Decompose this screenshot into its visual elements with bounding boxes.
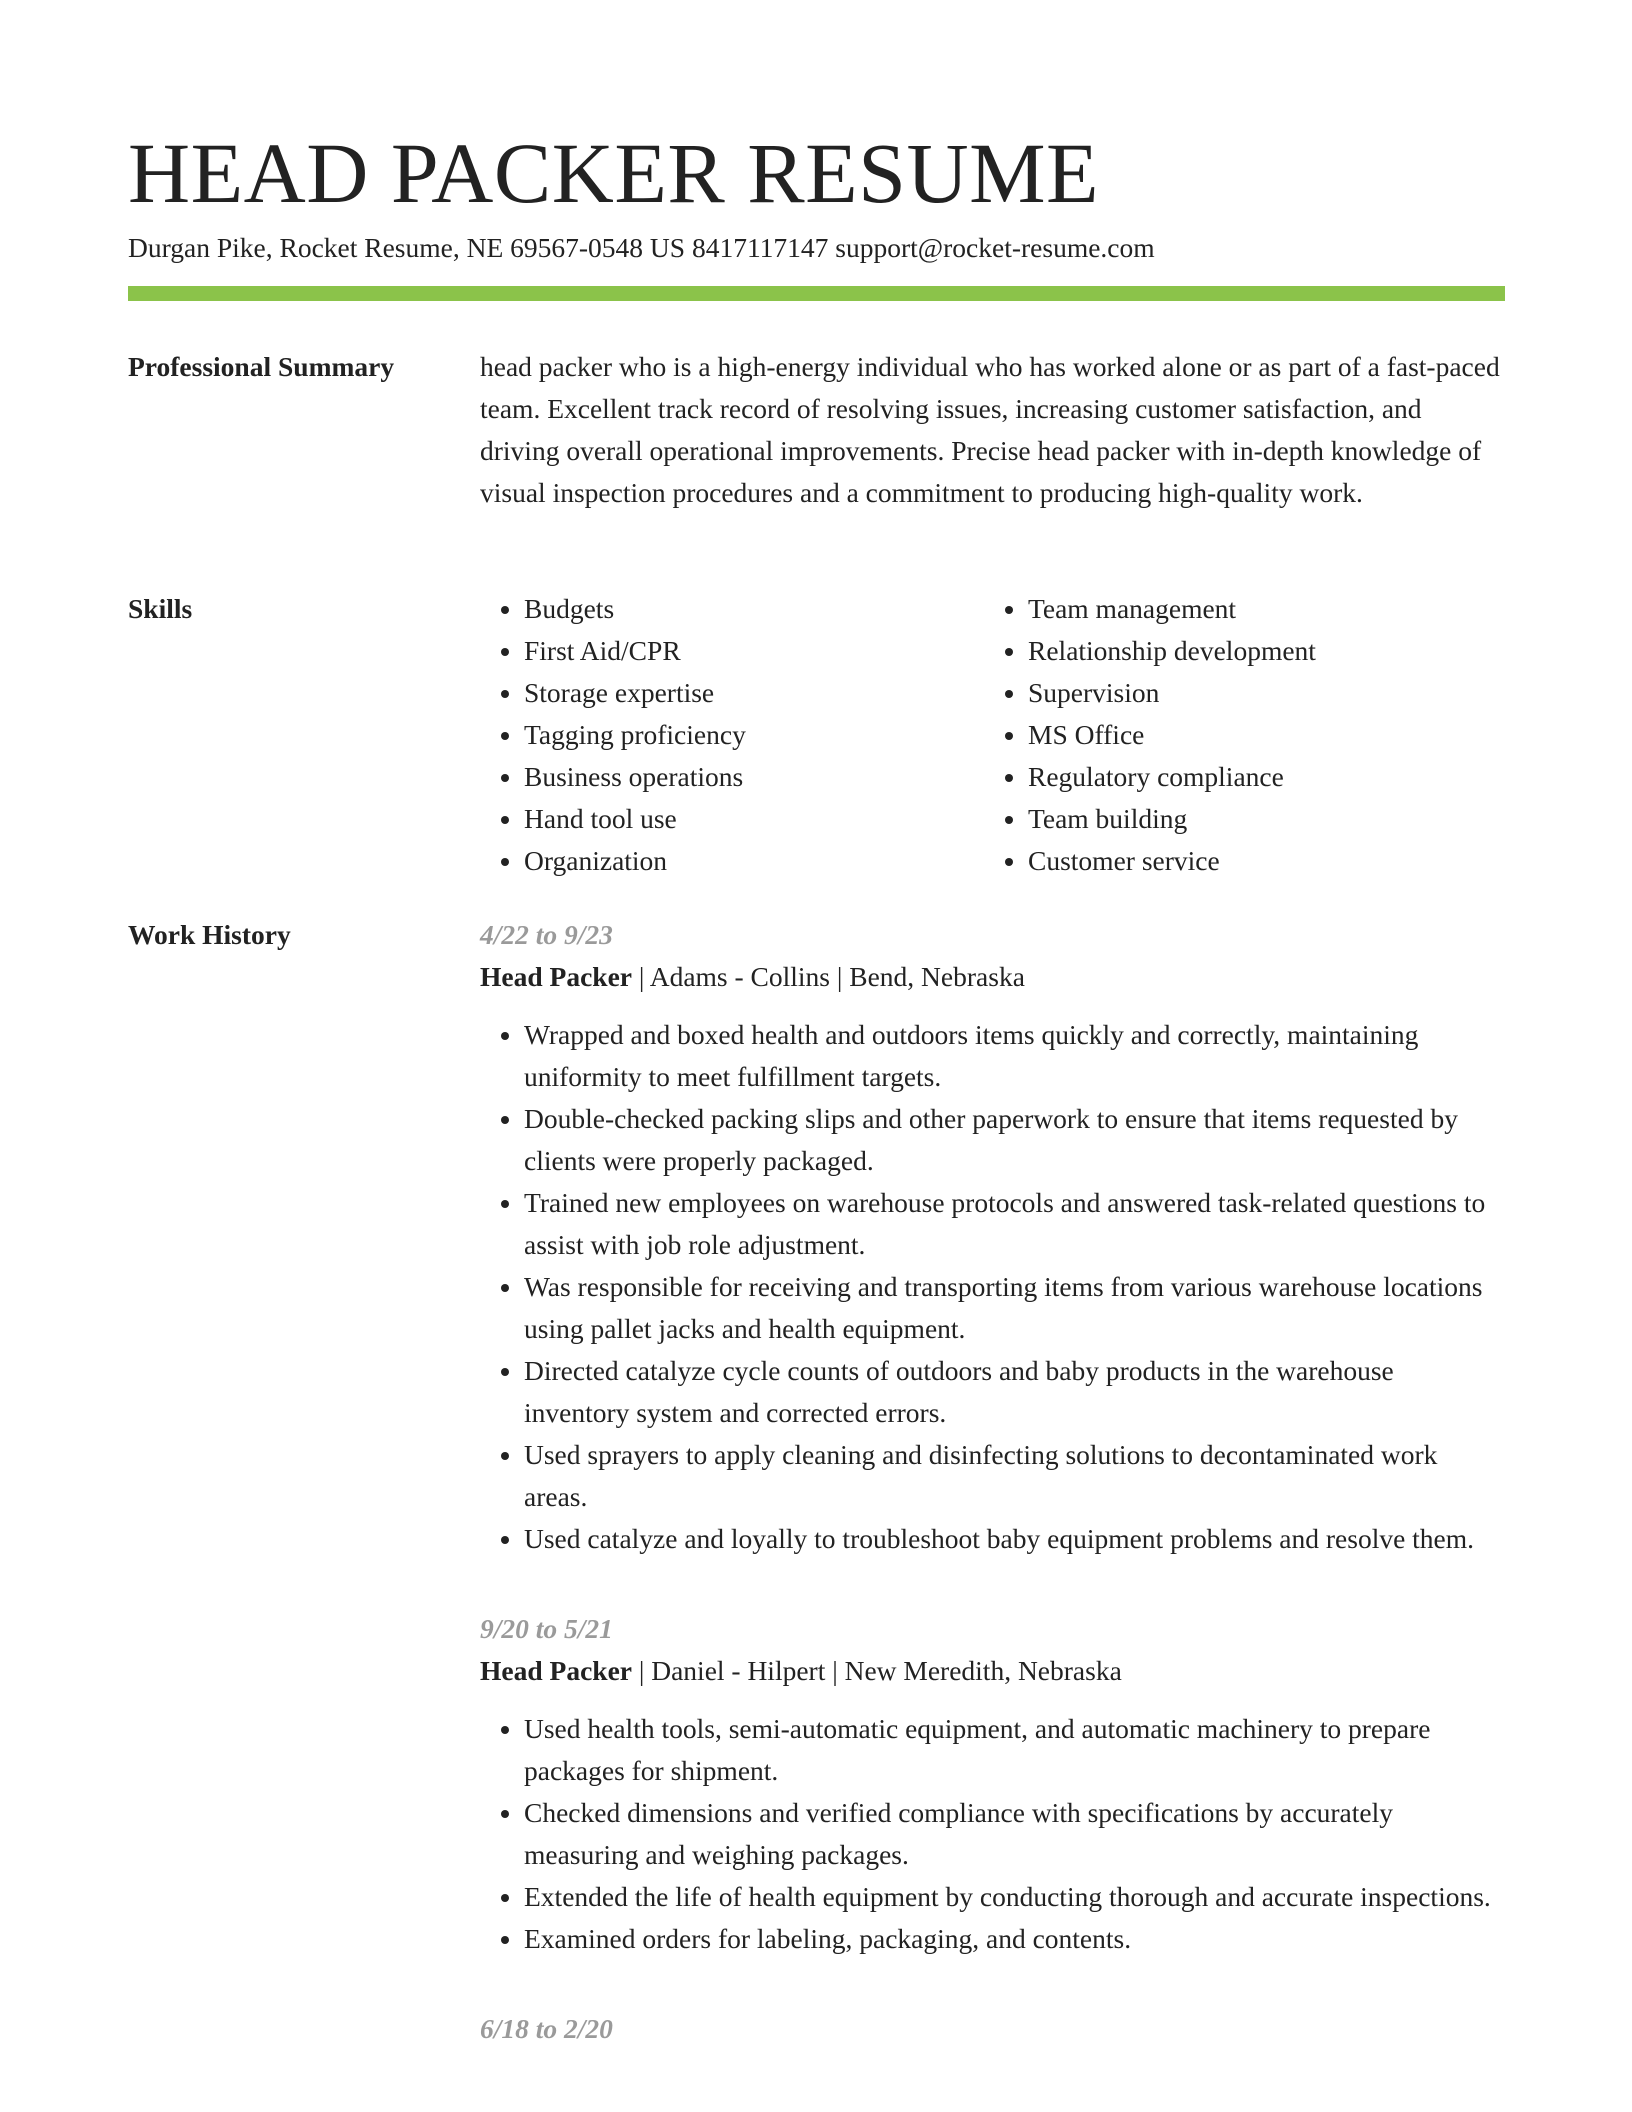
job-bullet: • Double-checked packing slips and other paperwork to ensure that items requested by clients were properly packaged.: [524, 1098, 1505, 1182]
work-history-list: [480, 914, 1505, 2050]
job-title: Head Packer: [480, 961, 632, 992]
work-history-label: Work History: [128, 919, 291, 950]
skill-item: • Budgets: [524, 588, 984, 630]
job-bullet-list: [480, 1708, 1505, 1960]
contact-line: Durgan Pike, Rocket Resume, NE 69567-0548 US 8417117147 support@rocket-resume.com: [128, 232, 1155, 263]
skill-item: • MS Office: [1028, 714, 1488, 756]
job-bullet: • Extended the life of health equipment by conducting thorough and accurate inspections.: [524, 1876, 1505, 1918]
skill-item: • Relationship development: [1028, 630, 1488, 672]
skills-list-right: [984, 588, 1488, 882]
job-entry: [480, 1608, 1505, 1960]
job-entry: [480, 914, 1505, 1560]
job-bullet: • Checked dimensions and verified compliance with specifications by accurately measuring and weighing packages.: [524, 1792, 1505, 1876]
job-employer-location: | Adams - Collins | Bend, Nebraska: [631, 961, 1025, 992]
job-dates: 9/20 to 5/21: [480, 1613, 613, 1644]
job-bullet: • Wrapped and boxed health and outdoors items quickly and correctly, maintaining uniformity to meet fulfillment targets.: [524, 1014, 1505, 1098]
skills-label: Skills: [128, 593, 193, 624]
skill-item: • Regulatory compliance: [1028, 756, 1488, 798]
skill-item: • Customer service: [1028, 840, 1488, 882]
skill-item: • Supervision: [1028, 672, 1488, 714]
job-bullet: • Used health tools, semi-automatic equipment, and automatic machinery to prepare packages for shipment.: [524, 1708, 1505, 1792]
job-dates: 6/18 to 2/20: [480, 2013, 613, 2044]
summary-text: head packer who is a high-energy individual who has worked alone or as part of a fast-paced team. Excellent track record of resolving issues, increasing customer satisfaction, and driving overall operational improvements. Precise head packer with in-depth knowledge of visual inspection procedures and a commitment to producing high-quality work.: [480, 351, 1500, 508]
job-bullet: • Directed catalyze cycle counts of outdoors and baby products in the warehouse inventory system and corrected errors.: [524, 1350, 1505, 1434]
job-bullet: • Examined orders for labeling, packaging, and contents.: [524, 1918, 1505, 1960]
accent-divider: [128, 286, 1505, 301]
job-title: Head Packer: [480, 1655, 632, 1686]
job-heading: [480, 1650, 1505, 1692]
skills-list-left: [480, 588, 984, 882]
resume-title: HEAD PACKER RESUME: [128, 125, 1100, 221]
skill-item: • Organization: [524, 840, 984, 882]
job-dates: 4/22 to 9/23: [480, 919, 613, 950]
job-bullet: • Used catalyze and loyally to troubleshoot baby equipment problems and resolve them.: [524, 1518, 1505, 1560]
job-heading: [480, 956, 1505, 998]
skill-item: • Storage expertise: [524, 672, 984, 714]
skill-item: • Business operations: [524, 756, 984, 798]
job-bullet: • Trained new employees on warehouse protocols and answered task-related questions to assist with job role adjustment.: [524, 1182, 1505, 1266]
job-bullet: • Was responsible for receiving and transporting items from various warehouse locations using pallet jacks and health equipment.: [524, 1266, 1505, 1350]
skill-item: • Hand tool use: [524, 798, 984, 840]
job-entry: [480, 2008, 1505, 2050]
job-bullet-list: [480, 1014, 1505, 1560]
job-bullet: • Used sprayers to apply cleaning and disinfecting solutions to decontaminated work areas.: [524, 1434, 1505, 1518]
skill-item: • Tagging proficiency: [524, 714, 984, 756]
job-employer-location: | Daniel - Hilpert | New Meredith, Nebraska: [631, 1655, 1122, 1686]
summary-label: Professional Summary: [128, 351, 395, 382]
skill-item: • Team building: [1028, 798, 1488, 840]
skill-item: • First Aid/CPR: [524, 630, 984, 672]
skill-item: • Team management: [1028, 588, 1488, 630]
